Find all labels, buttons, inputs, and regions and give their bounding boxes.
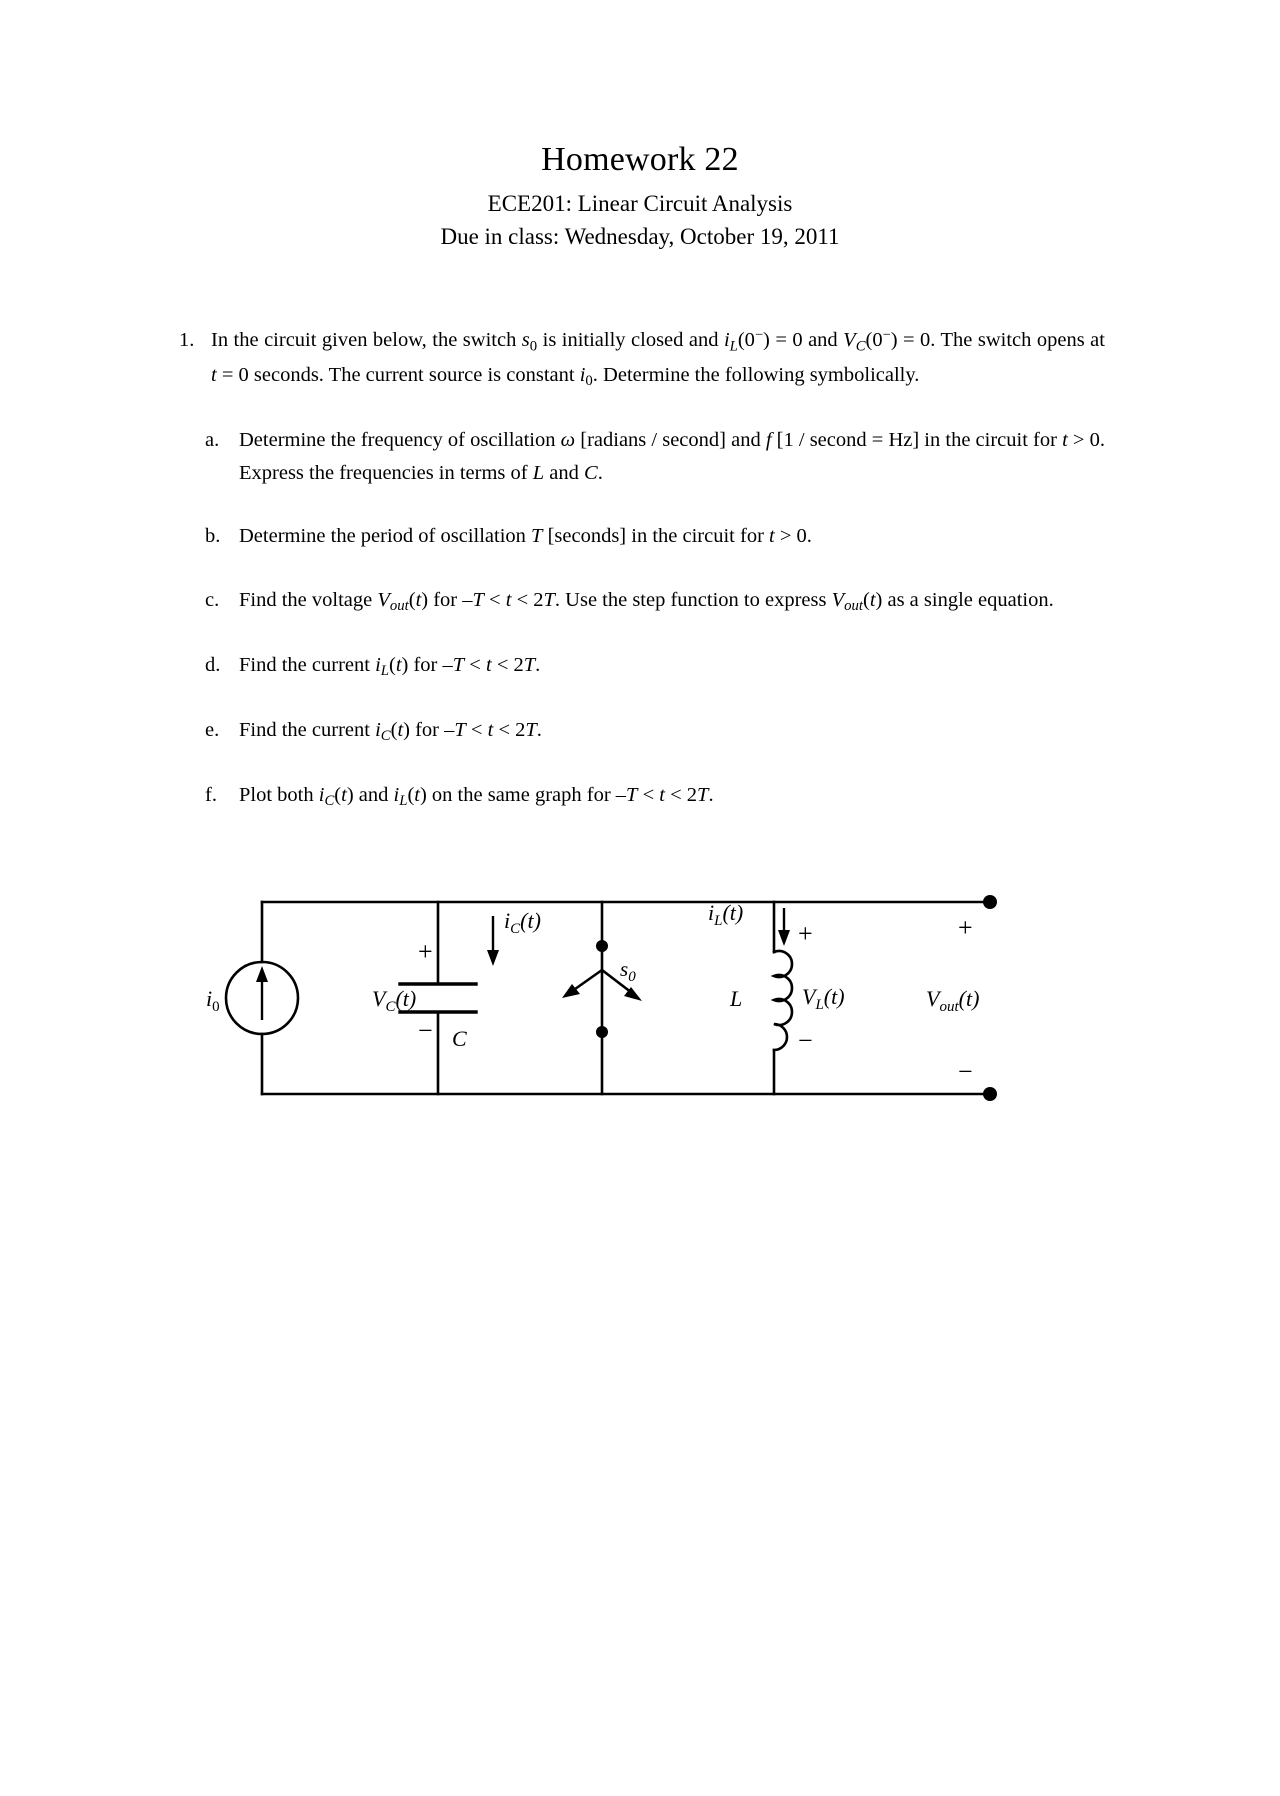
- label-ind-minus: −: [798, 1025, 813, 1055]
- subpart-text: Find the voltage $V_{out}(t)$ for –T < t < 2T. Use the step function to express $V_{out}(t)$ as a single equation.: [239, 588, 1054, 614]
- subpart-label: e.: [205, 718, 220, 741]
- label-switch: $s_0$: [620, 956, 636, 985]
- source-arrow-head: [256, 966, 268, 982]
- subpart-label: a.: [205, 429, 220, 452]
- document-page: [0, 140, 1280, 1796]
- label-inductor: L: [730, 985, 743, 1011]
- subpart-label: f.: [205, 783, 217, 806]
- label-cap-plus: +: [418, 936, 433, 966]
- terminal-dot-top: [983, 895, 997, 909]
- label-inductor-voltage: $V_L(t)$: [802, 983, 845, 1013]
- subpart-f: [205, 779, 1105, 814]
- subpart-label: d.: [205, 653, 221, 676]
- label-out-minus: −: [958, 1056, 973, 1086]
- document-header: [0, 140, 1280, 254]
- label-capacitor-voltage: $V_C(t)$: [372, 985, 417, 1015]
- subpart-e: [205, 714, 1105, 749]
- label-ind-plus: +: [798, 918, 813, 948]
- problem-1: [175, 324, 1105, 394]
- subpart-label: c.: [205, 588, 220, 611]
- label-capacitor-current: $i_C(t)$: [504, 907, 541, 937]
- subpart-d: [205, 649, 1105, 684]
- subpart-text: Find the current $i_C(t)$ for –T < t < 2T.: [239, 718, 542, 744]
- figure-container: [0, 884, 1280, 1144]
- node-dot-switch-top: [596, 940, 608, 952]
- subparts-list: [205, 424, 1105, 814]
- problem-statement: In the circuit given below, the switch $s_0$ is initially closed and $i_L(0^-) = 0$ and $V_C(0^-) = 0$. The switch opens at t = 0 seconds. The current source is constant $i_0$. Determine the following symbolically.: [211, 326, 1105, 390]
- node-dot-switch-bottom: [596, 1026, 608, 1038]
- subpart-text: Find the current $i_L(t)$ for –T < t < 2T.: [239, 653, 541, 679]
- label-output-voltage: $V_{out}(t)$: [926, 985, 980, 1015]
- circuit-diagram: [190, 884, 1090, 1144]
- subpart-text: Determine the period of oscillation T [seconds] in the circuit for t > 0.: [239, 525, 812, 548]
- subpart-b: [205, 520, 1105, 553]
- il-arrow-head: [778, 930, 790, 946]
- label-out-plus: +: [958, 912, 973, 942]
- ic-arrow-head: [487, 950, 499, 966]
- problem-number: 1.: [179, 328, 195, 351]
- inductor-coil: [774, 951, 792, 1050]
- subpart-c: [205, 584, 1105, 619]
- label-cap-minus: −: [418, 1015, 433, 1045]
- problem-list: [175, 324, 1105, 814]
- page-title: Homework 22: [541, 141, 739, 178]
- due-date: Due in class: Wednesday, October 19, 2011: [440, 224, 840, 250]
- terminal-dot-bottom: [983, 1087, 997, 1101]
- subpart-text: Determine the frequency of oscillation ω [radians / second] and f [1 / second = Hz] in the circuit for t > 0. Express the frequencies in terms of L and C.: [239, 429, 1105, 485]
- subpart-text: Plot both $i_C(t)$ and $i_L(t)$ on the same graph for –T < t < 2T.: [239, 783, 714, 809]
- subpart-label: b.: [205, 525, 221, 548]
- label-inductor-current: $i_L(t)$: [708, 899, 744, 929]
- label-source-current: $i_0$: [206, 985, 220, 1015]
- subpart-a: [205, 424, 1105, 490]
- course-subtitle: ECE201: Linear Circuit Analysis: [487, 191, 793, 217]
- label-capacitor: C: [452, 1025, 467, 1051]
